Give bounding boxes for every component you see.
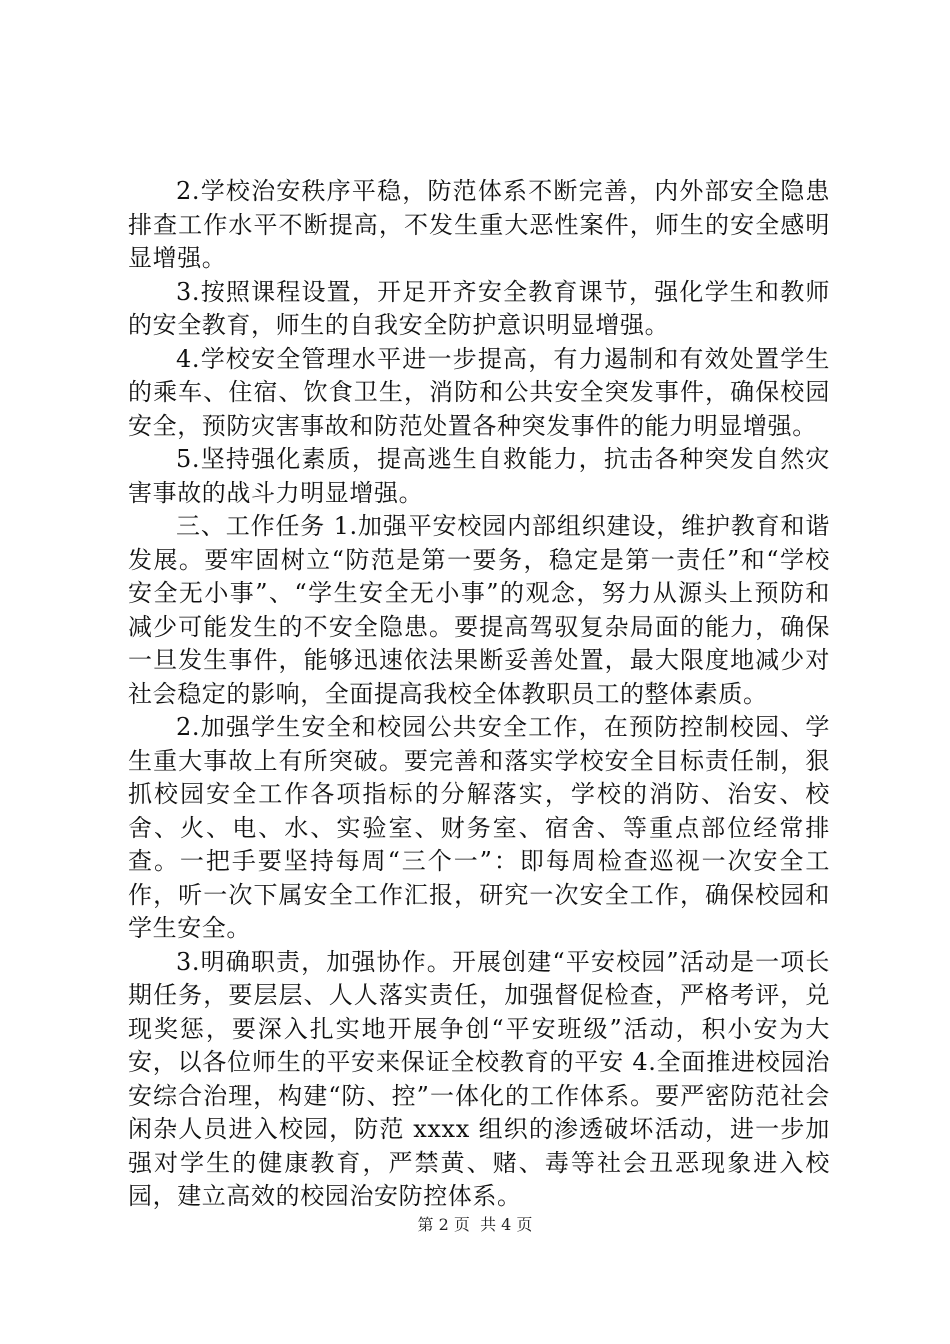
paragraph-goal-2: 2.学校治安秩序平稳，防范体系不断完善，内外部安全隐患排查工作水平不断提高，不发生重大恶性案件，师生的安全感明显增强。 (128, 177, 830, 272)
paragraph-tasks-1: 三、工作任务 1.加强平安校园内部组织建设，维护教育和谐发展。要牢固树立“防范是第一要务，稳定是第一责任”和“学校安全无小事”、“学生安全无小事”的观念，努力从源头上预防和减少可能发生的不安全隐患。要提高驾驭复杂局面的能力，确保一旦发生事件，能够迅速依法果断妥善处置，最大限度地减少对社会稳定的影响，全面提高我校全体教职员工的整体素质。 (128, 512, 830, 708)
document-body (128, 175, 830, 1214)
page-number-label: 第 2 页 共 4 页 (417, 1215, 533, 1234)
paragraph-tasks-3: 3.明确职责，加强协作。开展创建“平安校园”活动是一项长期任务，要层层、人人落实责任，加强督促检查，严格考评，兑现奖惩，要深入扎实地开展争创“平安班级”活动，积小安为大安，以各位师生的平安来保证全校教育的平安 4.全面推进校园治安综合治理，构建“防、控”一体化的工作体系。要严密防范社会闲杂人员进入校园，防范 xxxx 组织的渗透破坏活动，进一步加强对学生的健康教育，严禁黄、赌、毒等社会丑恶现象进入校园，建立高效的校园治安防控体系。 (128, 947, 830, 1210)
paragraph-tasks-2: 2.加强学生安全和校园公共安全工作，在预防控制校园、学生重大事故上有所突破。要完善和落实学校安全目标责任制，狠抓校园安全工作各项指标的分解落实，学校的消防、治安、校舍、火、电、水、实验室、财务室、宿舍、等重点部位经常排查。一把手要坚持每周“三个一”：即每周检查巡视一次安全工作，听一次下属安全工作汇报，研究一次安全工作，确保校园和学生安全。 (128, 713, 830, 942)
paragraph-goal-4: 4.学校安全管理水平进一步提高，有力遏制和有效处置学生的乘车、住宿、饮食卫生，消防和公共安全突发事件，确保校园安全，预防灾害事故和防范处置各种突发事件的能力明显增强。 (128, 344, 830, 440)
paragraph-goal-5: 5.坚持强化素质，提高逃生自救能力，抗击各种突发自然灾害事故的战斗力明显增强。 (128, 445, 830, 507)
page-footer (0, 1212, 950, 1235)
paragraph-goal-3: 3.按照课程设置，开足开齐安全教育课节，强化学生和教师的安全教育，师生的自我安全防护意识明显增强。 (128, 277, 830, 339)
